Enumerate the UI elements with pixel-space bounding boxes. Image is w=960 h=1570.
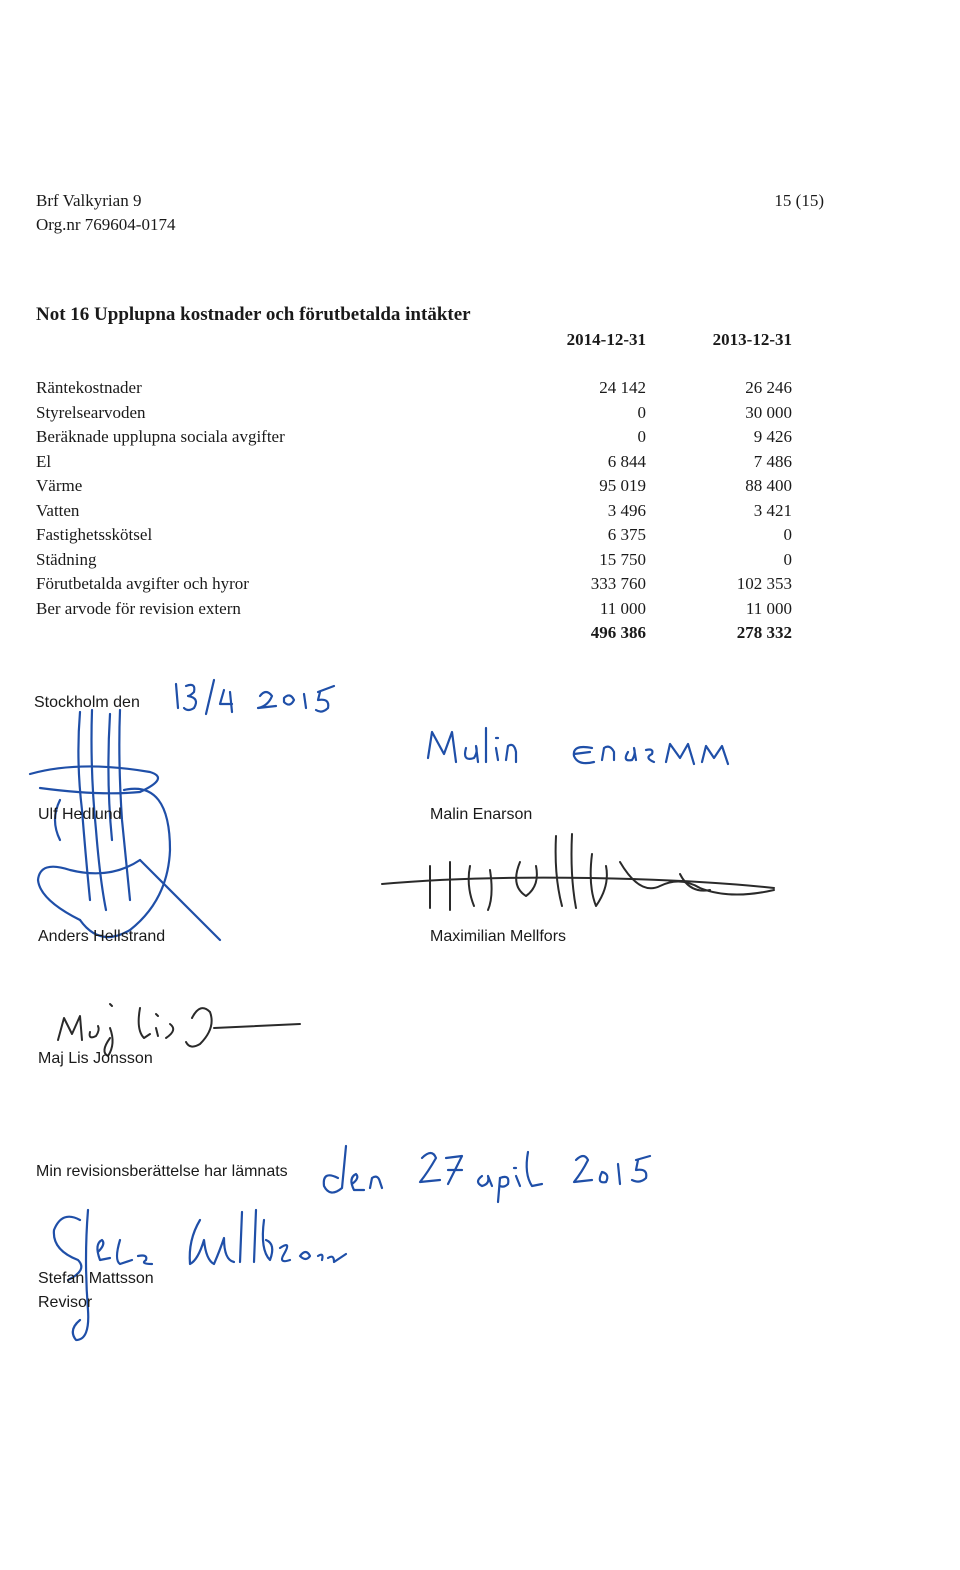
value-2014: 15 750: [599, 550, 646, 569]
value-2013: 9 426: [753, 427, 792, 446]
table-row: [36, 427, 796, 451]
value-2014: 6 375: [607, 525, 646, 544]
table-row: [36, 403, 796, 427]
value-2014: 333 760: [590, 574, 646, 593]
page-number: 15 (15): [774, 191, 824, 210]
table-row: [36, 574, 796, 598]
table-row: [36, 501, 796, 525]
row-label: Förutbetalda avgifter och hyror: [36, 574, 249, 593]
note-title: Not 16 Upplupna kostnader och förutbetalda intäkter: [36, 304, 471, 325]
signatory-name-maximilian: Maximilian Mellfors: [430, 928, 567, 945]
value-2014: 6 844: [607, 452, 646, 471]
table-row: [36, 378, 796, 402]
audit-statement: Min revisionsberättelse har lämnats: [36, 1163, 288, 1180]
place-date-label: Stockholm den: [34, 694, 140, 711]
table-total-row: [36, 623, 796, 647]
value-2014: 0: [637, 427, 646, 446]
row-label: Städning: [36, 550, 97, 569]
signature-ulf-hedlund: [20, 700, 240, 950]
table-row: [36, 550, 796, 574]
auditor-role: Revisor: [38, 1294, 93, 1311]
signature-maximilian-mellfors: [370, 826, 790, 922]
org-name: Brf Valkyrian 9: [36, 191, 142, 210]
table-row: [36, 452, 796, 476]
table-row: [36, 525, 796, 549]
value-2013: 88 400: [745, 476, 792, 495]
value-2013: 0: [783, 525, 792, 544]
column-header-2013: 2013-12-31: [712, 330, 792, 349]
value-2013: 11 000: [745, 599, 792, 618]
value-2013: 7 486: [753, 452, 792, 471]
handwritten-audit-date: [312, 1138, 672, 1204]
row-label: El: [36, 452, 52, 471]
value-2013: 0: [783, 550, 792, 569]
value-2014: 95 019: [599, 476, 646, 495]
value-2013: 102 353: [736, 574, 792, 593]
org-number: Org.nr 769604-0174: [36, 215, 176, 234]
value-2014: 3 496: [607, 501, 646, 520]
value-2013: 30 000: [745, 403, 792, 422]
signature-malin-enarson: [422, 718, 782, 788]
signatory-name-malin: Malin Enarson: [430, 806, 533, 823]
row-label: Ber arvode för revision extern: [36, 599, 241, 618]
total-2013: 278 332: [736, 623, 792, 642]
value-2013: 26 246: [745, 378, 792, 397]
value-2013: 3 421: [753, 501, 792, 520]
value-2014: 0: [637, 403, 646, 422]
table-row: [36, 599, 796, 623]
row-label: Värme: [36, 476, 83, 495]
signature-maj-lis-jonsson: [50, 994, 310, 1058]
row-label: Vatten: [36, 501, 80, 520]
signatory-name-ulf: Ulf Hedlund: [38, 806, 122, 823]
row-label: Styrelsearvoden: [36, 403, 146, 422]
value-2014: 11 000: [599, 599, 646, 618]
signatory-name-anders: Anders Hellstrand: [38, 928, 166, 945]
row-label: Räntekostnader: [36, 378, 142, 397]
auditor-name: Stefan Mattsson: [38, 1270, 154, 1287]
column-header-2014: 2014-12-31: [566, 330, 646, 349]
total-2014: 496 386: [590, 623, 646, 642]
row-label: Beräknade upplupna sociala avgifter: [36, 427, 285, 446]
signatory-name-maj: Maj Lis Jonsson: [38, 1050, 153, 1067]
row-label: Fastighetsskötsel: [36, 525, 153, 544]
table-row: [36, 476, 796, 500]
value-2014: 24 142: [599, 378, 646, 397]
